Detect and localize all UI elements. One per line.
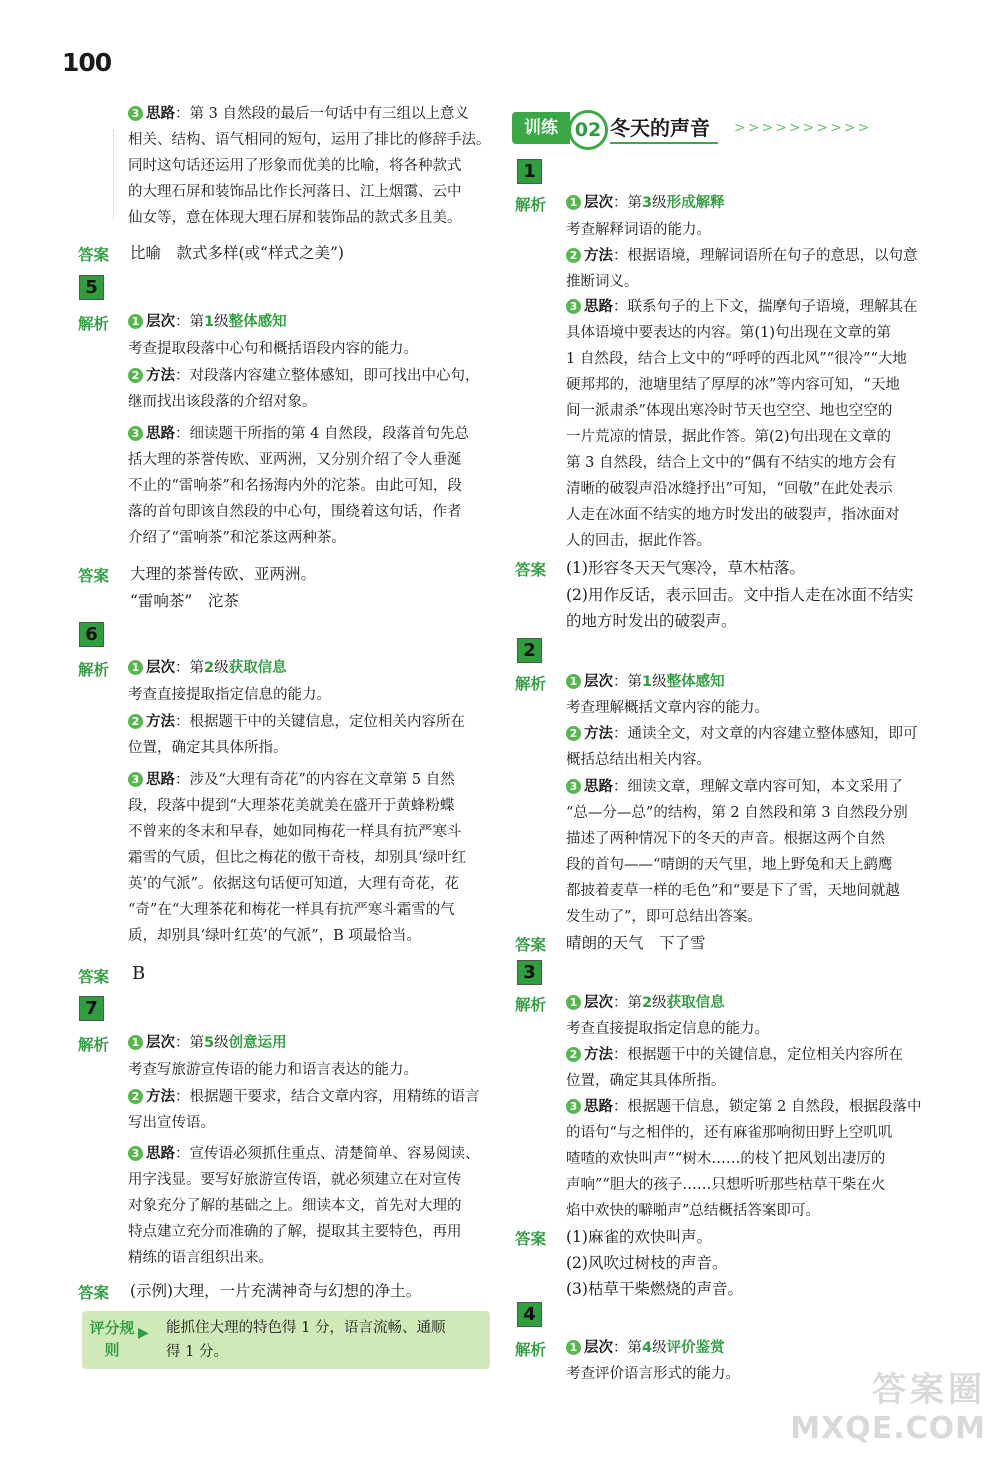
level-line: 1 层次：第2级获取信息 bbox=[566, 990, 725, 1016]
answer-text: (1)形容冬天天气寒冷，草木枯落。 bbox=[566, 559, 805, 577]
circle-3-icon: 3 bbox=[566, 1099, 581, 1114]
answer-label: 答案 bbox=[515, 1230, 547, 1248]
text-line: 声响”“胆大的孩子……只想听听那些枯草干柴在火 bbox=[566, 1177, 886, 1193]
text-line: 清晰的破裂声沿冰缝抒出”可知，“回敬”在此处表示 bbox=[566, 481, 893, 497]
ability-line: 考查评价语言形式的能力。 bbox=[566, 1366, 740, 1382]
question-number-badge: 3 bbox=[517, 960, 542, 985]
text-line: 特点建立充分而准确的了解，提取其主要特色，再用 bbox=[128, 1224, 462, 1240]
ability-line: 考查提取段落中心句和概括语段内容的能力。 bbox=[128, 341, 418, 357]
text-line: 人的回击，据此作答。 bbox=[566, 533, 711, 549]
analysis-label: 解析 bbox=[515, 675, 547, 693]
answer-text: (示例)大理，一片充满神奇与幻想的净土。 bbox=[130, 1282, 422, 1300]
think-line: 3 思路：根据题干信息，锁定第 2 自然段，根据段落中 bbox=[566, 1094, 921, 1120]
analysis-label: 解析 bbox=[78, 661, 110, 679]
think-line: 3 思路：细读题干所指的第 4 自然段，段落首句先总 bbox=[128, 421, 469, 447]
think-line: 3 思路：联系句子的上下文，揣摩句子语境，理解其在 bbox=[566, 294, 918, 320]
circle-1-icon: 1 bbox=[566, 995, 581, 1010]
question-number-badge: 4 bbox=[517, 1302, 542, 1327]
section-number: 02 bbox=[568, 110, 608, 150]
question-number-badge: 1 bbox=[517, 159, 542, 184]
ability-line: 考查写旅游宣传语的能力和语言表达的能力。 bbox=[128, 1062, 418, 1078]
circle-1-icon: 1 bbox=[128, 1035, 143, 1050]
answer-text: (1)麻雀的欢快叫声。 bbox=[566, 1228, 712, 1246]
section-title-text: 冬天的声音 bbox=[610, 112, 718, 144]
level-line: 1 层次：第5级创意运用 bbox=[128, 1030, 287, 1056]
text-line: 继而找出该段落的介绍对象。 bbox=[128, 394, 317, 410]
answer-text: (3)枯草干柴燃烧的声音。 bbox=[566, 1280, 743, 1298]
scoring-rule-text: 能抓住大理的特色得 1 分，语言流畅、通顺 得 1 分。 bbox=[166, 1320, 446, 1360]
method-line: 2 方法：对段落内容建立整体感知，即可找出中心句， bbox=[128, 363, 480, 389]
answer-text: 大理的茶誉传欧、亚两洲。 bbox=[130, 565, 317, 583]
circle-2-icon: 2 bbox=[566, 726, 581, 741]
text-line: 英’的气派”。依据这句话便可知道，大理有奇花，花 bbox=[128, 876, 460, 892]
answer-text: “雷响茶” 沱茶 bbox=[130, 592, 239, 610]
analysis-label: 解析 bbox=[515, 996, 547, 1014]
text-line: 描述了两种情况下的冬天的声音。根据这两个自然 bbox=[566, 831, 885, 847]
text-line: 硬邦邦的，池塘里结了厚厚的冰”等内容可知，“天地 bbox=[566, 377, 900, 393]
level-line: 1 层次：第3级形成解释 bbox=[566, 190, 725, 216]
circle-1-icon: 1 bbox=[566, 1340, 581, 1355]
answer-text: (2)用作反话，表示回击。文中指人走在冰面不结实 bbox=[566, 586, 914, 604]
text-line: 落的首句即该自然段的中心句，围绕着这句话，作者 bbox=[128, 504, 462, 520]
text-line: 位置，确定其具体所指。 bbox=[128, 740, 288, 756]
circle-2-icon: 2 bbox=[566, 1047, 581, 1062]
text-line: 喳喳的欢快叫声”“树木……的枝丫把风划出凄厉的 bbox=[566, 1151, 886, 1167]
text-line: 的语句“与之相伴的，还有麻雀那响彻田野上空叽叽 bbox=[566, 1125, 893, 1141]
circle-2-icon: 2 bbox=[128, 368, 143, 383]
text-line: 概括总结出相关内容。 bbox=[566, 752, 711, 768]
ability-line: 考查直接提取指定信息的能力。 bbox=[566, 1021, 769, 1037]
text-line: 写出宣传语。 bbox=[128, 1115, 215, 1131]
page-number: 100 bbox=[62, 48, 112, 77]
text-line: 都披着麦草一样的毛色”和“要是下了雪，天地间就越 bbox=[566, 883, 900, 899]
question-number-badge: 5 bbox=[79, 275, 104, 300]
think-line: 3 思路：涉及“大理有奇花”的内容在文章第 5 自然 bbox=[128, 767, 455, 793]
section-title bbox=[512, 112, 928, 144]
think-line: 3 思路：细读文章，理解文章内容可知，本文采用了 bbox=[566, 774, 903, 800]
answer-label: 答案 bbox=[515, 561, 547, 579]
section-tag: 训练 bbox=[512, 112, 570, 144]
text-line: 精练的语言组织出来。 bbox=[128, 1250, 273, 1266]
text-line: 1 自然段，结合上文中的“呼呼的西北风”“很冷”“大地 bbox=[566, 351, 907, 367]
circle-2-icon: 2 bbox=[128, 714, 143, 729]
text-line: 位置，确定其具体所指。 bbox=[566, 1073, 726, 1089]
answer-label: 答案 bbox=[78, 968, 110, 986]
answer-text: (2)风吹过树枝的声音。 bbox=[566, 1254, 728, 1272]
text-line: 用字浅显。要写好旅游宣传语，就必须建立在对宣传 bbox=[128, 1172, 462, 1188]
text-line: “奇”在“大理茶花和梅花一样具有抗严寒斗霜雪的气 bbox=[128, 902, 455, 918]
text-line: 间一派肃杀”体现出寒冷时节天也空空、地也空空的 bbox=[566, 403, 893, 419]
circle-2-icon: 2 bbox=[566, 248, 581, 263]
circle-3-icon: 3 bbox=[566, 299, 581, 314]
circle-2-icon: 2 bbox=[128, 1089, 143, 1104]
answer-text: 比喻 款式多样(或“样式之美”) bbox=[130, 244, 344, 262]
circle-1-icon: 1 bbox=[128, 314, 143, 329]
text-line: 段，段落中提到“大理茶花美就美在盛开于黄蜂粉蝶 bbox=[128, 798, 455, 814]
circle-3-icon: 3 bbox=[128, 772, 143, 787]
circle-3-icon: 3 bbox=[128, 106, 143, 121]
method-line: 2 方法：根据题干要求，结合文章内容，用精练的语言 bbox=[128, 1084, 480, 1110]
text-line: 第 3 自然段，结合上文中的“偶有不结实的地方会有 bbox=[566, 455, 897, 471]
text-line: 质，却别具‘绿叶红英’的气派”，B 项最恰当。 bbox=[128, 928, 421, 944]
text-line: 焰中欢快的噼啪声”总结概括答案即可。 bbox=[566, 1203, 820, 1219]
method-line: 2 方法：通读全文，对文章的内容建立整体感知，即可 bbox=[566, 721, 918, 747]
text-line: 一片荒凉的情景，据此作答。第(2)句出现在文章的 bbox=[566, 429, 892, 445]
answer-text: 晴朗的天气 下了雪 bbox=[566, 934, 706, 952]
think-line: 3 思路：宣传语必须抓住重点、清楚简单、容易阅读、 bbox=[128, 1141, 480, 1167]
method-line: 2 方法：根据语境，理解词语所在句子的意思，以句意 bbox=[566, 243, 918, 269]
circle-1-icon: 1 bbox=[128, 660, 143, 675]
text-line: 不止的“雷响茶”和名扬海内外的沱茶。由此可知，段 bbox=[128, 478, 462, 494]
text-line: 推断词义。 bbox=[566, 274, 639, 290]
answer-text: 的地方时发出的破裂声。 bbox=[566, 612, 737, 630]
divider bbox=[113, 130, 114, 220]
answer-label: 答案 bbox=[78, 1284, 110, 1302]
level-line: 1 层次：第1级整体感知 bbox=[566, 669, 725, 695]
question-number-badge: 6 bbox=[79, 622, 104, 647]
circle-1-icon: 1 bbox=[566, 195, 581, 210]
circle-3-icon: 3 bbox=[128, 1146, 143, 1161]
q4-think-line-1: 3 思路：第 3 自然段的最后一句话中有三组以上意义 bbox=[128, 101, 469, 127]
text-line: 霜雪的气质，但比之梅花的傲干奇枝，却别具‘绿叶红 bbox=[128, 850, 467, 866]
text-line: “总—分—总”的结构，第 2 自然段和第 3 自然段分别 bbox=[566, 805, 908, 821]
answer-label: 答案 bbox=[78, 567, 110, 585]
answer-text: B bbox=[132, 963, 146, 984]
text-line: 同时这句话还运用了形象而优美的比喻，将各种款式 bbox=[128, 158, 462, 174]
ability-line: 考查理解概括文章内容的能力。 bbox=[566, 700, 769, 716]
analysis-label: 解析 bbox=[78, 1036, 110, 1054]
question-number-badge: 2 bbox=[517, 638, 542, 663]
text-line: 括大理的茶誉传欧、亚两洲，又分别介绍了令人垂涎 bbox=[128, 452, 462, 468]
circle-3-icon: 3 bbox=[128, 426, 143, 441]
watermark: 答案圈 MXQE.COM bbox=[790, 1370, 986, 1446]
text-line: 不曾来的冬末和早春，她如同梅花一样具有抗严寒斗 bbox=[128, 824, 462, 840]
text-line: 相关、结构、语气相同的短句，运用了排比的修辞手法。 bbox=[128, 132, 491, 148]
arrow-right-icon: ▶ bbox=[138, 1325, 149, 1341]
chevrons-decoration: >>>>>>>>>> bbox=[734, 120, 872, 136]
level-line: 1 层次：第4级评价鉴赏 bbox=[566, 1335, 725, 1361]
circle-3-icon: 3 bbox=[566, 779, 581, 794]
ability-line: 考查直接提取指定信息的能力。 bbox=[128, 687, 331, 703]
text-line: 对象充分了解的基础之上。细读本文，首先对大理的 bbox=[128, 1198, 462, 1214]
text-line: 发生动了”，即可总结出答案。 bbox=[566, 909, 762, 925]
text-line: 具体语境中要表达的内容。第(1)句出现在文章的第 bbox=[566, 325, 892, 341]
text-line: 段的首句——“晴朗的天气里，地上野兔和天上鹞鹰 bbox=[566, 857, 893, 873]
text-line: 介绍了“雷响茶”和沱茶这两种茶。 bbox=[128, 530, 346, 546]
analysis-label: 解析 bbox=[515, 1341, 547, 1359]
level-line: 1 层次：第1级整体感知 bbox=[128, 309, 287, 335]
ability-line: 考查解释词语的能力。 bbox=[566, 222, 711, 238]
text-line: 的大理石屏和装饰品比作长河落日、江上烟霭、云中 bbox=[128, 184, 462, 200]
answer-label: 答案 bbox=[78, 246, 110, 264]
circle-1-icon: 1 bbox=[566, 674, 581, 689]
method-line: 2 方法：根据题干中的关键信息，定位相关内容所在 bbox=[128, 709, 465, 735]
text-line: 仙女等，意在体现大理石屏和装饰品的款式多且美。 bbox=[128, 210, 462, 226]
level-line: 1 层次：第2级获取信息 bbox=[128, 655, 287, 681]
scoring-rule-label: 评分规则 bbox=[89, 1319, 135, 1359]
answer-label: 答案 bbox=[515, 936, 547, 954]
question-number-badge: 7 bbox=[79, 996, 104, 1021]
scoring-rule-box bbox=[82, 1311, 490, 1369]
analysis-label: 解析 bbox=[515, 196, 547, 214]
analysis-label: 解析 bbox=[78, 315, 110, 333]
text-line: 人走在冰面不结实的地方时发出的破裂声，指冰面对 bbox=[566, 507, 900, 523]
method-line: 2 方法：根据题干中的关键信息，定位相关内容所在 bbox=[566, 1042, 903, 1068]
